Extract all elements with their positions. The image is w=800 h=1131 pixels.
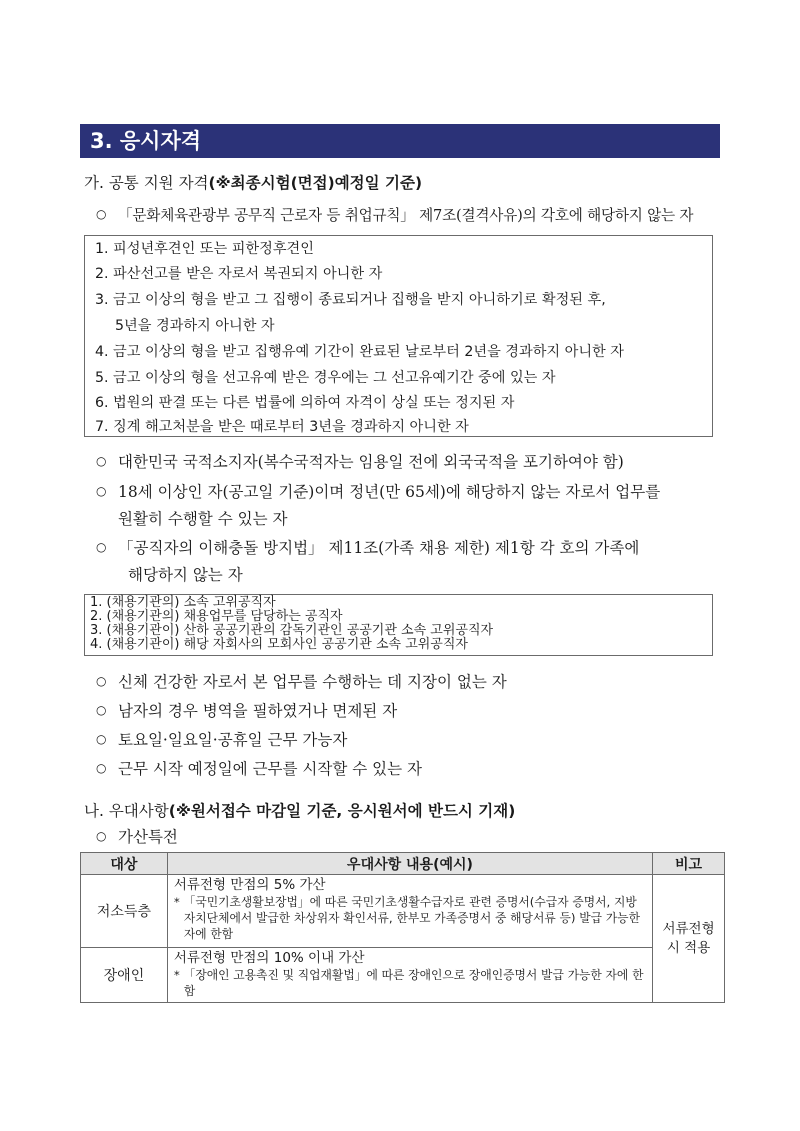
list-item: 2. (채용기관의) 채용업무를 담당하는 공직자 xyxy=(90,609,343,624)
list-item-continued: 5년을 경과하지 아니한 자 xyxy=(115,318,275,334)
bullet-health xyxy=(96,670,507,692)
circle-bullet-icon: ○ xyxy=(96,207,107,221)
list-item: 7. 징계 해고처분을 받은 때로부터 3년을 경과하지 아니한 자 xyxy=(95,419,469,435)
bullet-age-text: 18세 이상인 자(공고일 기준)이며 정년(만 65세)에 해당하지 않는 자로서 업무를 xyxy=(118,483,661,501)
bullet-nationality-text: 대한민국 국적소지자(복수국적자는 임용일 전에 외국국적을 포기하여야 함) xyxy=(118,453,624,471)
circle-bullet-icon: ○ xyxy=(96,674,107,688)
list-item: 4. 금고 이상의 형을 받고 집행유예 기간이 완료된 날로부터 2년을 경과하지 아니한 자 xyxy=(95,344,624,360)
bullet-disqualification xyxy=(96,204,693,225)
section-title: 3. 응시자격 xyxy=(80,124,720,158)
common-heading-bold: (※최종시험(면접)예정일 기준) xyxy=(208,174,423,192)
row-main-text: 서류전형 만점의 10% 이내 가산 xyxy=(173,950,365,966)
preference-heading-prefix: 나. 우대사항 xyxy=(84,802,169,820)
row-main-text: 서류전형 만점의 5% 가산 xyxy=(173,877,326,893)
list-item: 3. (채용기관이) 산하 공공기관의 감독기관인 공공기관 소속 고위공직자 xyxy=(90,623,494,638)
circle-bullet-icon: ○ xyxy=(96,761,107,775)
preference-heading xyxy=(84,799,515,821)
bullet-conflict-of-interest xyxy=(96,536,639,558)
disqualification-list-box xyxy=(84,235,713,437)
row-note-text: * 「국민기초생활보장법」에 따른 국민기초생활수급자로 관련 증명서(수급자 증명서, 지방자치단체에서 발급한 차상위자 확인서류, 한부모 가족증명서 중 해당서류 등) 발급 가능한 자에 한함 xyxy=(173,895,640,941)
table-header-row xyxy=(81,853,725,875)
family-restriction-box xyxy=(84,594,713,656)
bullet-weekend-text: 토요일·일요일·공휴일 근무 가능자 xyxy=(118,731,348,749)
table-row xyxy=(81,948,725,1003)
circle-bullet-icon: ○ xyxy=(96,540,107,554)
bullet-military xyxy=(96,699,397,721)
bullet-health-text: 신체 건강한 자로서 본 업무를 수행하는 데 지장이 없는 자 xyxy=(118,673,507,691)
list-item: 4. (채용기관이) 해당 자회사의 모회사인 공공기관 소속 고위공직자 xyxy=(90,637,468,652)
circle-bullet-icon: ○ xyxy=(96,703,107,717)
header-content: 우대사항 내용(예시) xyxy=(167,853,652,875)
circle-bullet-icon: ○ xyxy=(96,829,107,843)
preference-heading-bold: (※원서접수 마감일 기준, 응시원서에 반드시 기재) xyxy=(168,802,516,820)
bullet-conflict-continued: 해당하지 않는 자 xyxy=(128,566,243,584)
circle-bullet-icon: ○ xyxy=(96,484,107,498)
bullet-military-text: 남자의 경우 병역을 필하였거나 면제된 자 xyxy=(118,702,398,720)
preference-table xyxy=(80,852,725,1003)
bullet-disqualification-text: 「문화체육관광부 공무직 근로자 등 취업규칙」 제7조(결격사유)의 각호에 해당하지 않는 자 xyxy=(118,207,694,224)
list-item: 3. 금고 이상의 형을 받고 그 집행이 종료되거나 집행을 받지 아니하기로 확정된 후, xyxy=(95,292,606,308)
circle-bullet-icon: ○ xyxy=(96,454,107,468)
header-remark: 비고 xyxy=(653,853,725,875)
list-item: 5. 금고 이상의 형을 선고유예 받은 경우에는 그 선고유예기간 중에 있는 자 xyxy=(95,370,556,386)
row-remark: 서류전형 시 적용 xyxy=(653,875,725,1003)
row-target: 장애인 xyxy=(81,948,168,1003)
table-row xyxy=(81,875,725,948)
common-heading-prefix: 가. 공통 지원 자격 xyxy=(84,174,209,192)
common-qualification-heading xyxy=(84,171,422,193)
header-target: 대상 xyxy=(81,853,168,875)
bullet-start-date xyxy=(96,757,422,779)
bullet-age-continued: 원활히 수행할 수 있는 자 xyxy=(118,510,288,528)
bullet-age xyxy=(96,480,660,502)
row-description xyxy=(167,948,652,1003)
bullet-conflict-text: 「공직자의 이해충돌 방지법」 제11조(가족 채용 제한) 제1항 각 호의 가족에 xyxy=(118,539,640,557)
row-target: 저소득층 xyxy=(81,875,168,948)
list-item: 1. 피성년후견인 또는 피한정후견인 xyxy=(95,241,314,257)
row-description xyxy=(167,875,652,948)
bullet-start-date-text: 근무 시작 예정일에 근무를 시작할 수 있는 자 xyxy=(118,760,423,778)
bullet-nationality xyxy=(96,450,624,472)
list-item: 6. 법원의 판결 또는 다른 법률에 의하여 자격이 상실 또는 정지된 자 xyxy=(95,395,515,411)
bullet-bonus xyxy=(96,825,178,847)
list-item: 2. 파산선고를 받은 자로서 복권되지 아니한 자 xyxy=(95,266,383,282)
bullet-weekend xyxy=(96,728,347,750)
circle-bullet-icon: ○ xyxy=(96,732,107,746)
row-note-text: * 「장애인 고용촉진 및 직업재활법」에 따른 장애인으로 장애인증명서 발급 가능한 자에 한함 xyxy=(173,968,644,998)
bullet-bonus-text: 가산특전 xyxy=(118,828,178,846)
list-item: 1. (채용기관의) 소속 고위공직자 xyxy=(90,595,276,610)
